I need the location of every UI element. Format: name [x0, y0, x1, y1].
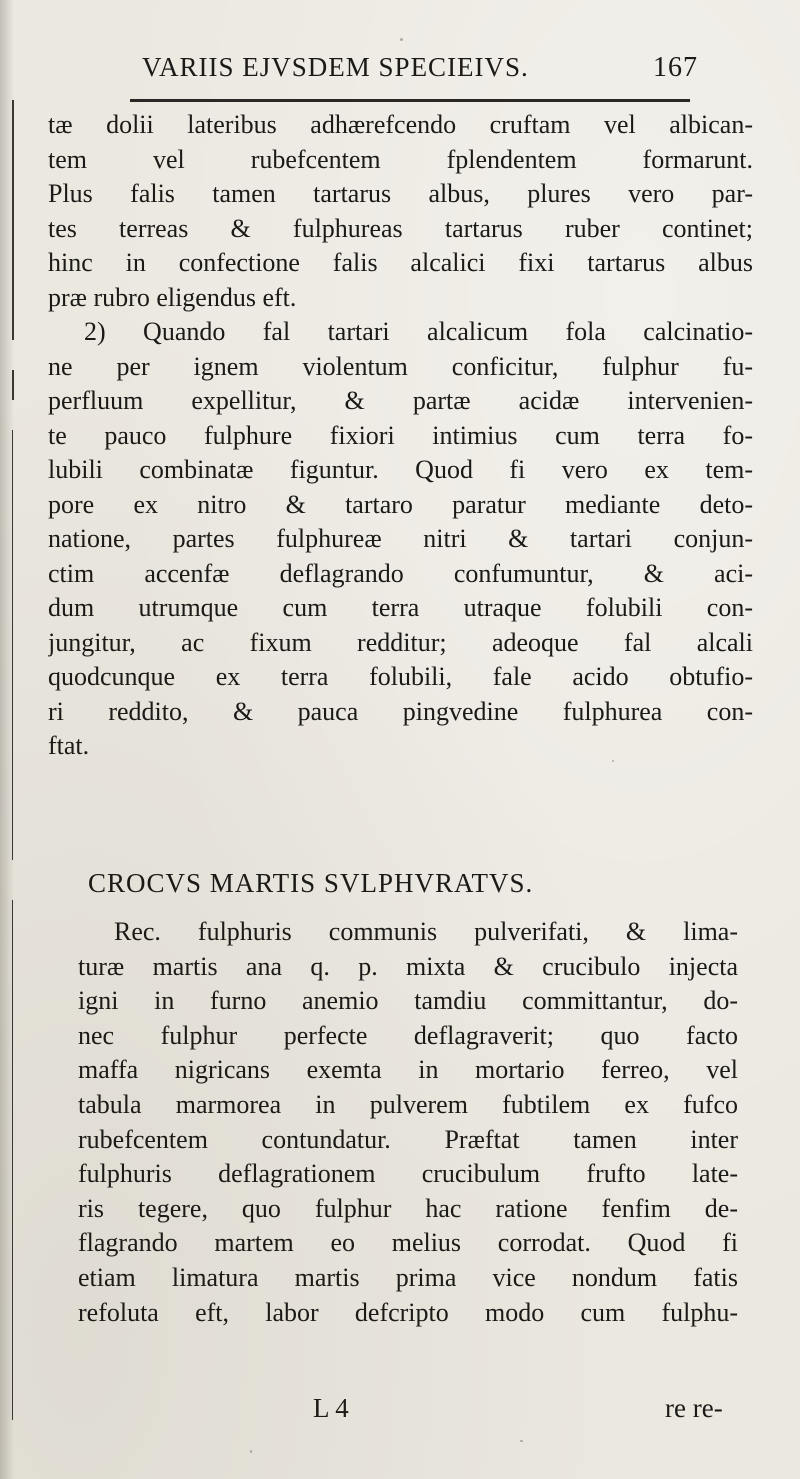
- text-line: ris tegere, quo fulphur hac ratione fenfim de-: [78, 1193, 738, 1223]
- text-line: perfluum expellitur, & partæ acidæ intervenien-: [48, 386, 753, 415]
- text-line: fulphuris deflagrationem crucibulum frufto late-: [78, 1159, 738, 1189]
- text-line: lubili combinatæ figuntur. Quod fi vero ex tem-: [48, 455, 753, 484]
- text-line: igni in furno anemio tamdiu committantur, do-: [78, 986, 738, 1016]
- text-line: te pauco fulphure fixiori intimius cum terra fo-: [48, 420, 753, 450]
- text-line: tabula marmorea in pulverem fubtilem ex fufco: [78, 1089, 738, 1119]
- text-line: tæ dolii lateribus adhærefcendo cruftam vel albican-: [48, 110, 753, 139]
- text-line: maffa nigricans exemta in mortario ferreo, vel: [78, 1055, 738, 1085]
- text-line: etiam limatura martis prima vice nondum fatis: [78, 1262, 738, 1292]
- text-line: pore ex nitro & tartaro paratur mediante deto-: [48, 489, 753, 519]
- body-paragraphs: [48, 108, 753, 764]
- page-edge-mark: [12, 370, 14, 400]
- text-line: ftat.: [48, 731, 90, 760]
- text-line: ctim accenfæ deflagrando confumuntur, & aci-: [48, 558, 753, 588]
- page-number: 167: [653, 52, 698, 83]
- text-line: quodcunque ex terra folubili, fale acido obtufio-: [48, 662, 753, 691]
- section-title: CROCVS MARTIS SVLPHVRATVS.: [88, 868, 534, 898]
- header-rule: [130, 99, 690, 102]
- text-line: nec fulphur perfecte deflagraverit; quo facto: [78, 1020, 738, 1050]
- text-line: Rec. fulphuris communis pulverifati, & lima-: [114, 917, 738, 946]
- text-line: præ rubro eligendus eft.: [48, 282, 297, 312]
- catchword: re re-: [665, 1393, 723, 1423]
- text-line: dum utrumque cum terra utraque folubili con-: [48, 593, 753, 622]
- signature-mark: L 4: [313, 1393, 349, 1423]
- paper-speck: [400, 38, 403, 41]
- text-line: ri reddito, & pauca pingvedine fulphurea con-: [48, 696, 753, 726]
- text-line: rubefcentem contundatur. Præftat tamen inter: [78, 1124, 738, 1154]
- page-footer: [0, 1393, 800, 1429]
- text-line: 2) Quando fal tartari alcalicum fola calcinatio-: [84, 317, 753, 346]
- text-line: refoluta eft, labor defcripto modo cum fulphu-: [78, 1297, 738, 1327]
- text-line: ne per ignem violentum conficitur, fulphur fu-: [48, 351, 753, 381]
- running-head: VARIIS EJVSDEM SPECIEIVS.: [142, 52, 529, 82]
- page-edge-mark: [12, 100, 14, 340]
- text-line: tes terreas & fulphureas tartarus ruber continet;: [48, 213, 753, 243]
- paper-speck: [520, 1440, 523, 1442]
- paper-speck: [612, 760, 614, 762]
- page-header: [120, 52, 720, 92]
- paper-speck: [250, 1450, 252, 1453]
- text-line: tem vel rubefcentem fplendentem formarunt.: [48, 144, 753, 174]
- text-line: turæ martis ana q. p. mixta & crucibulo injecta: [78, 951, 738, 981]
- recipe-paragraph: [78, 915, 738, 1330]
- text-line: jungitur, ac fixum redditur; adeoque fal alcali: [48, 627, 753, 657]
- page-edge-mark: [12, 430, 13, 860]
- page-edge-mark: [12, 900, 13, 1420]
- text-line: Plus falis tamen tartarus albus, plures vero par-: [48, 179, 753, 208]
- text-line: natione, partes fulphureæ nitri & tartari conjun-: [48, 524, 753, 553]
- text-line: flagrando martem eo melius corrodat. Quod fi: [78, 1228, 738, 1258]
- text-line: hinc in confectione falis alcalici fixi tartarus albus: [48, 248, 753, 277]
